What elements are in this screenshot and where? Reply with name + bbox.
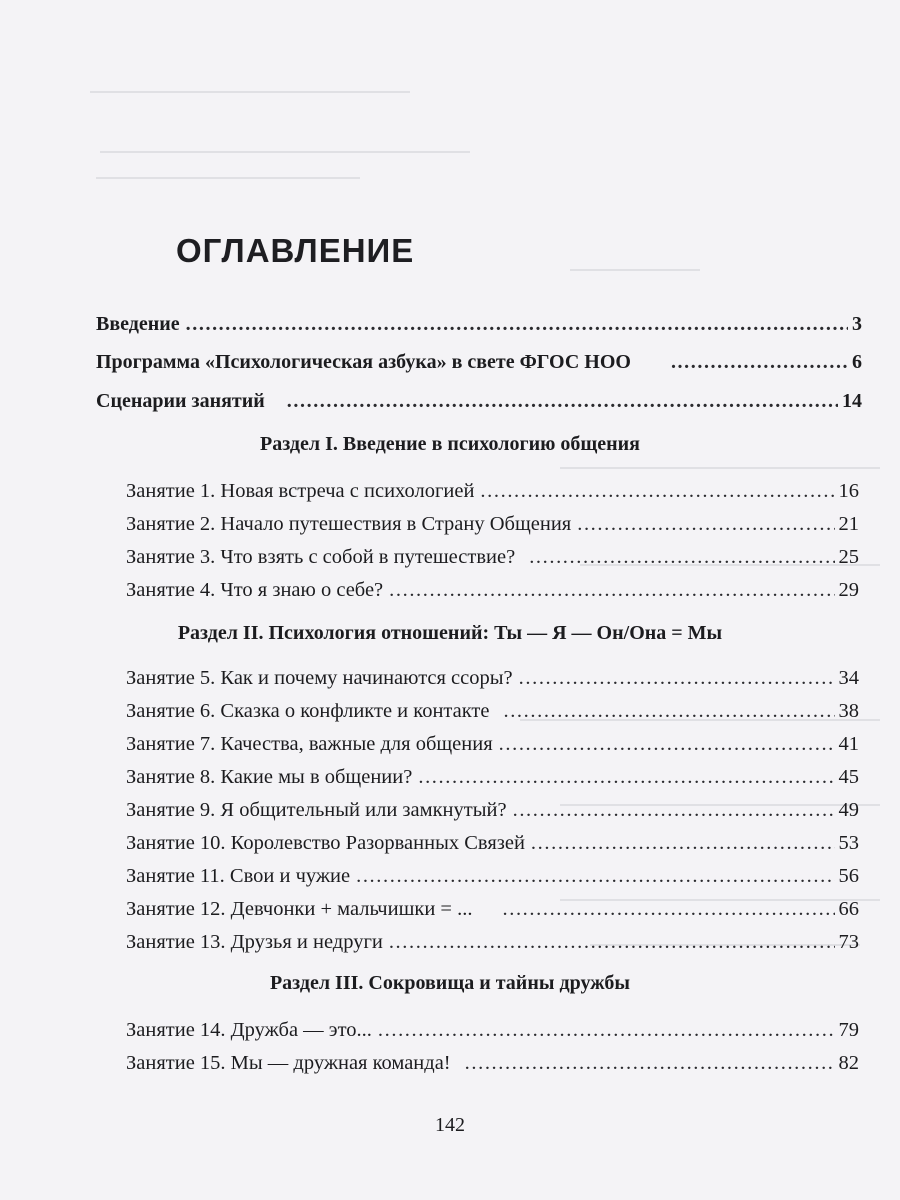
toc-lesson-13[interactable]	[126, 929, 859, 955]
toc-lesson-page: 25	[838, 546, 859, 568]
toc-lesson-9[interactable]	[126, 797, 859, 823]
toc-lesson-page: 45	[838, 766, 859, 788]
toc-lesson-page: 38	[838, 700, 859, 722]
toc-lesson-5[interactable]	[126, 665, 859, 691]
toc-entry-page: 14	[842, 390, 862, 412]
toc-lesson-title: Занятие 11. Свои и чужие	[126, 865, 351, 887]
toc-entry-scenarios[interactable]	[96, 388, 862, 414]
section-heading-2: Раздел II. Психология отношений: Ты — Я — Он/Она = Мы	[177, 622, 723, 644]
toc-lesson-title: Занятие 9. Я общительный или замкнутый?	[126, 799, 507, 821]
dot-leader	[186, 311, 848, 337]
dot-leader	[389, 577, 834, 603]
toc-entry-program[interactable]	[96, 349, 862, 375]
toc-entry-title: Введение	[96, 313, 180, 335]
toc-lesson-page: 73	[838, 931, 859, 953]
toc-lesson-title: Занятие 2. Начало путешествия в Страну Общения	[126, 513, 572, 535]
toc-lesson-title: Занятие 12. Девчонки + мальчишки = ...	[126, 898, 473, 920]
toc-lesson-7[interactable]	[126, 731, 859, 757]
dot-leader	[531, 830, 835, 856]
dot-leader	[480, 478, 834, 504]
toc-entry-title: Сценарии занятий	[96, 390, 265, 412]
toc-heading: ОГЛАВЛЕНИЕ	[176, 232, 415, 269]
dot-leader	[513, 797, 835, 823]
toc-lesson-1[interactable]	[126, 478, 859, 504]
toc-lesson-page: 49	[838, 799, 859, 821]
dot-leader	[465, 1050, 835, 1076]
toc-lesson-page: 66	[838, 898, 859, 920]
toc-lesson-page: 21	[838, 513, 859, 535]
page-number: 142	[435, 1114, 465, 1136]
section-heading-1: Раздел I. Введение в психологию общения	[260, 433, 640, 455]
toc-lesson-6[interactable]	[126, 698, 859, 724]
toc-lesson-title: Занятие 8. Какие мы в общении?	[126, 766, 413, 788]
toc-lesson-15[interactable]	[126, 1050, 859, 1076]
toc-lesson-10[interactable]	[126, 830, 859, 856]
section-heading-3: Раздел III. Сокровища и тайны дружбы	[269, 972, 631, 994]
toc-lesson-title: Занятие 14. Дружба — это...	[126, 1019, 372, 1041]
dot-leader	[378, 1017, 835, 1043]
toc-entry-title: Программа «Психологическая азбука» в свете ФГОС НОО	[96, 351, 631, 373]
toc-lesson-2[interactable]	[126, 511, 859, 537]
toc-lesson-page: 79	[838, 1019, 859, 1041]
dot-leader	[503, 698, 834, 724]
toc-lesson-title: Занятие 6. Сказка о конфликте и контакте	[126, 700, 490, 722]
dot-leader	[503, 896, 835, 922]
toc-entry-page: 3	[852, 313, 862, 335]
dot-leader	[499, 731, 835, 757]
toc-lesson-page: 34	[838, 667, 859, 689]
dot-leader	[577, 511, 834, 537]
toc-lesson-page: 53	[838, 832, 859, 854]
toc-lesson-page: 82	[838, 1052, 859, 1074]
dot-leader	[519, 665, 835, 691]
toc-lesson-title: Занятие 10. Королевство Разорванных Связей	[126, 832, 525, 854]
toc-lesson-page: 56	[838, 865, 859, 887]
toc-lesson-11[interactable]	[126, 863, 859, 889]
dot-leader	[356, 863, 834, 889]
dot-leader	[529, 544, 834, 570]
dot-leader	[287, 388, 838, 414]
toc-lesson-title: Занятие 4. Что я знаю о себе?	[126, 579, 384, 601]
dot-leader	[671, 349, 848, 375]
toc-entry-introduction[interactable]	[96, 311, 862, 337]
toc-lesson-title: Занятие 5. Как и почему начинаются ссоры?	[126, 667, 513, 689]
toc-lesson-page: 41	[838, 733, 859, 755]
toc-lesson-8[interactable]	[126, 764, 859, 790]
toc-lesson-3[interactable]	[126, 544, 859, 570]
toc-lesson-title: Занятие 7. Качества, важные для общения	[126, 733, 493, 755]
toc-lesson-page: 29	[838, 579, 859, 601]
toc-lesson-14[interactable]	[126, 1017, 859, 1043]
toc-lesson-title: Занятие 13. Друзья и недруги	[126, 931, 383, 953]
toc-lesson-4[interactable]	[126, 577, 859, 603]
dot-leader	[389, 929, 835, 955]
toc-entry-page: 6	[852, 351, 862, 373]
dot-leader	[418, 764, 834, 790]
toc-lesson-12[interactable]	[126, 896, 859, 922]
toc-lesson-page: 16	[838, 480, 859, 502]
toc-lesson-title: Занятие 1. Новая встреча с психологией	[126, 480, 475, 502]
toc-lesson-title: Занятие 3. Что взять с собой в путешествие?	[126, 546, 516, 568]
toc-lesson-title: Занятие 15. Мы — дружная команда!	[126, 1052, 451, 1074]
